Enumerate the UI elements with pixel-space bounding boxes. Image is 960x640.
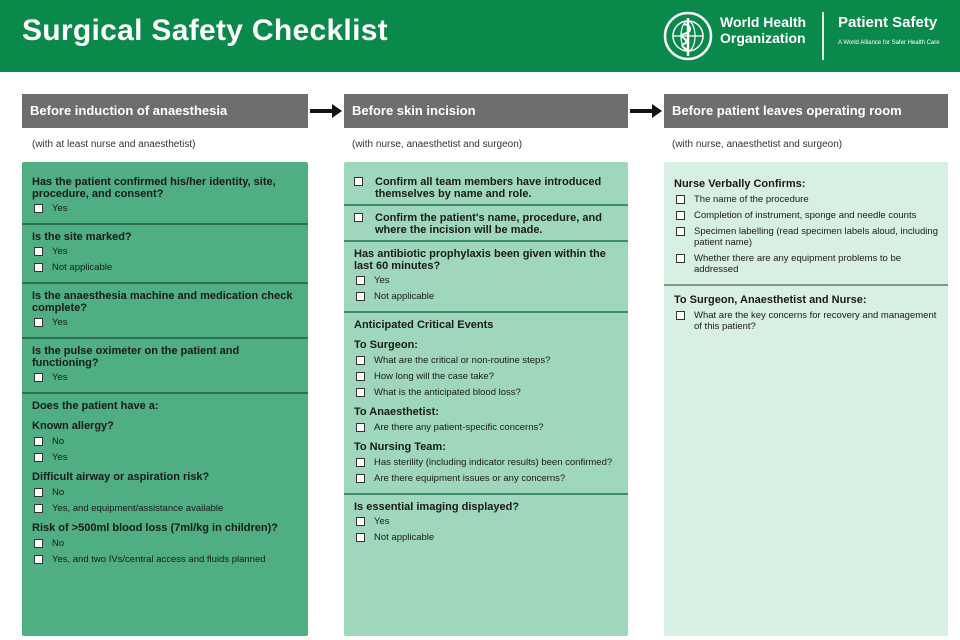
- checkbox[interactable]: [356, 517, 365, 526]
- header-divider: [822, 12, 824, 60]
- checkbox[interactable]: [34, 247, 43, 256]
- checkbox[interactable]: [34, 263, 43, 272]
- checkbox-option[interactable]: Not applicable: [356, 291, 618, 302]
- question: Is the anaesthesia machine and medication check complete?: [32, 290, 293, 314]
- subquestion: Known allergy?: [32, 420, 114, 432]
- question: Is the pulse oximeter on the patient and functioning?: [32, 345, 240, 369]
- checkbox-option[interactable]: Yes: [34, 203, 298, 214]
- program-title: Patient Safety: [838, 14, 938, 31]
- checkbox[interactable]: [34, 488, 43, 497]
- checkbox-option[interactable]: What is the anticipated blood loss?: [356, 387, 618, 398]
- checkbox[interactable]: [356, 372, 365, 381]
- checkbox[interactable]: [34, 318, 43, 327]
- checkbox-option[interactable]: Yes: [356, 275, 618, 286]
- checkbox-option[interactable]: Specimen labelling (read specimen labels aloud, including patient name): [676, 226, 938, 248]
- checkbox-option[interactable]: Yes: [34, 317, 298, 328]
- checkbox[interactable]: [354, 177, 363, 186]
- confirm-item[interactable]: Confirm all team members have introduced themselves by name and role.: [354, 176, 618, 200]
- checkbox[interactable]: [676, 227, 685, 236]
- checkbox-option[interactable]: What are the key concerns for recovery and management of this patient?: [676, 310, 938, 332]
- checkbox-option[interactable]: Yes, and equipment/assistance available: [34, 503, 298, 514]
- checkbox-option[interactable]: Not applicable: [356, 532, 618, 543]
- checkbox[interactable]: [34, 437, 43, 446]
- checkbox-option[interactable]: How long will the case take?: [356, 371, 618, 382]
- column-heading-sign-in: Before induction of anaesthesia: [22, 94, 308, 128]
- checklist-section: [664, 286, 948, 341]
- checkbox[interactable]: [356, 474, 365, 483]
- column-note: (with at least nurse and anaesthetist): [32, 139, 196, 150]
- checklist-section: [344, 495, 628, 552]
- question: Has the patient confirmed his/her identity, site, procedure, and consent?: [32, 176, 276, 200]
- checklist-section: [344, 313, 628, 495]
- time-out-panel: [344, 162, 628, 636]
- checklist-section: [22, 339, 308, 394]
- checkbox[interactable]: [34, 453, 43, 462]
- checkbox-option[interactable]: Not applicable: [34, 262, 298, 273]
- checkbox[interactable]: [676, 195, 685, 204]
- checkbox-option[interactable]: Yes: [356, 516, 618, 527]
- subquestion: Risk of >500ml blood loss (7ml/kg in children)?: [32, 522, 279, 534]
- checkbox[interactable]: [356, 423, 365, 432]
- checkbox-option[interactable]: Has sterility (including indicator results) been confirmed?: [356, 457, 618, 468]
- header-bar: [0, 0, 960, 72]
- arrow-right-icon: [628, 101, 664, 121]
- checkbox-option[interactable]: No: [34, 538, 298, 549]
- question: Does the patient have a:: [32, 400, 159, 412]
- subquestion: To Anaesthetist:: [354, 406, 439, 418]
- checkbox[interactable]: [356, 458, 365, 467]
- question: Anticipated Critical Events: [354, 319, 494, 331]
- checkbox-option[interactable]: Completion of instrument, sponge and needle counts: [676, 210, 938, 221]
- column-heading-time-out: Before skin incision: [344, 94, 628, 128]
- checklist-section: [344, 206, 628, 242]
- checkbox[interactable]: [34, 204, 43, 213]
- who-name: World Health Organization: [720, 14, 807, 46]
- subquestion: Difficult airway or aspiration risk?: [32, 471, 210, 483]
- program-tagline: A World Alliance for Safer Health Care: [838, 40, 940, 46]
- column-note: (with nurse, anaesthetist and surgeon): [672, 139, 843, 150]
- question: Has antibiotic prophylaxis been given within the last 60 minutes?: [354, 248, 606, 272]
- checkbox[interactable]: [34, 373, 43, 382]
- checkbox-option[interactable]: The name of the procedure: [676, 194, 938, 205]
- sign-out-panel: [664, 162, 948, 636]
- checkbox[interactable]: [356, 276, 365, 285]
- checkbox-option[interactable]: No: [34, 487, 298, 498]
- checklist-section: [22, 394, 308, 574]
- checkbox[interactable]: [356, 292, 365, 301]
- checkbox[interactable]: [34, 504, 43, 513]
- arrow-right-icon: [308, 101, 344, 121]
- checkbox[interactable]: [34, 539, 43, 548]
- checkbox-option[interactable]: Yes: [34, 246, 298, 257]
- checkbox[interactable]: [34, 555, 43, 564]
- checklist-section: [22, 284, 308, 339]
- subquestion: To Nursing Team:: [354, 441, 446, 453]
- checklist-section: [344, 242, 628, 313]
- checkbox[interactable]: [354, 213, 363, 222]
- column-heading-sign-out: Before patient leaves operating room: [664, 94, 948, 128]
- checklist-section: [22, 225, 308, 284]
- subheading: To Surgeon, Anaesthetist and Nurse:: [674, 294, 867, 306]
- confirm-item[interactable]: Confirm the patient's name, procedure, and where the incision will be made.: [354, 212, 618, 236]
- checkbox-option[interactable]: What are the critical or non-routine steps?: [356, 355, 618, 366]
- checkbox[interactable]: [356, 533, 365, 542]
- checkbox-option[interactable]: Yes: [34, 452, 298, 463]
- checkbox-option[interactable]: Yes: [34, 372, 298, 383]
- checklist-section: [344, 162, 628, 206]
- checklist-section: [664, 162, 948, 286]
- checkbox-option[interactable]: Are there any patient-specific concerns?: [356, 422, 618, 433]
- checkbox[interactable]: [356, 356, 365, 365]
- checkbox-option[interactable]: Whether there are any equipment problems to be addressed: [676, 253, 938, 275]
- page-title: Surgical Safety Checklist: [22, 14, 388, 47]
- checkbox[interactable]: [676, 254, 685, 263]
- checkbox-option[interactable]: Are there equipment issues or any concerns?: [356, 473, 618, 484]
- subheading: Nurse Verbally Confirms:: [674, 178, 806, 190]
- checkbox[interactable]: [356, 388, 365, 397]
- sign-in-panel: [22, 162, 308, 636]
- checkbox[interactable]: [676, 311, 685, 320]
- checkbox-option[interactable]: No: [34, 436, 298, 447]
- question: Is the site marked?: [32, 231, 132, 243]
- checklist-section: [22, 162, 308, 225]
- who-emblem-icon: [662, 10, 714, 62]
- column-note: (with nurse, anaesthetist and surgeon): [352, 139, 523, 150]
- question: Is essential imaging displayed?: [354, 501, 520, 513]
- subquestion: To Surgeon:: [354, 339, 418, 351]
- checkbox[interactable]: [676, 211, 685, 220]
- checkbox-option[interactable]: Yes, and two IVs/central access and fluids planned: [34, 554, 298, 565]
